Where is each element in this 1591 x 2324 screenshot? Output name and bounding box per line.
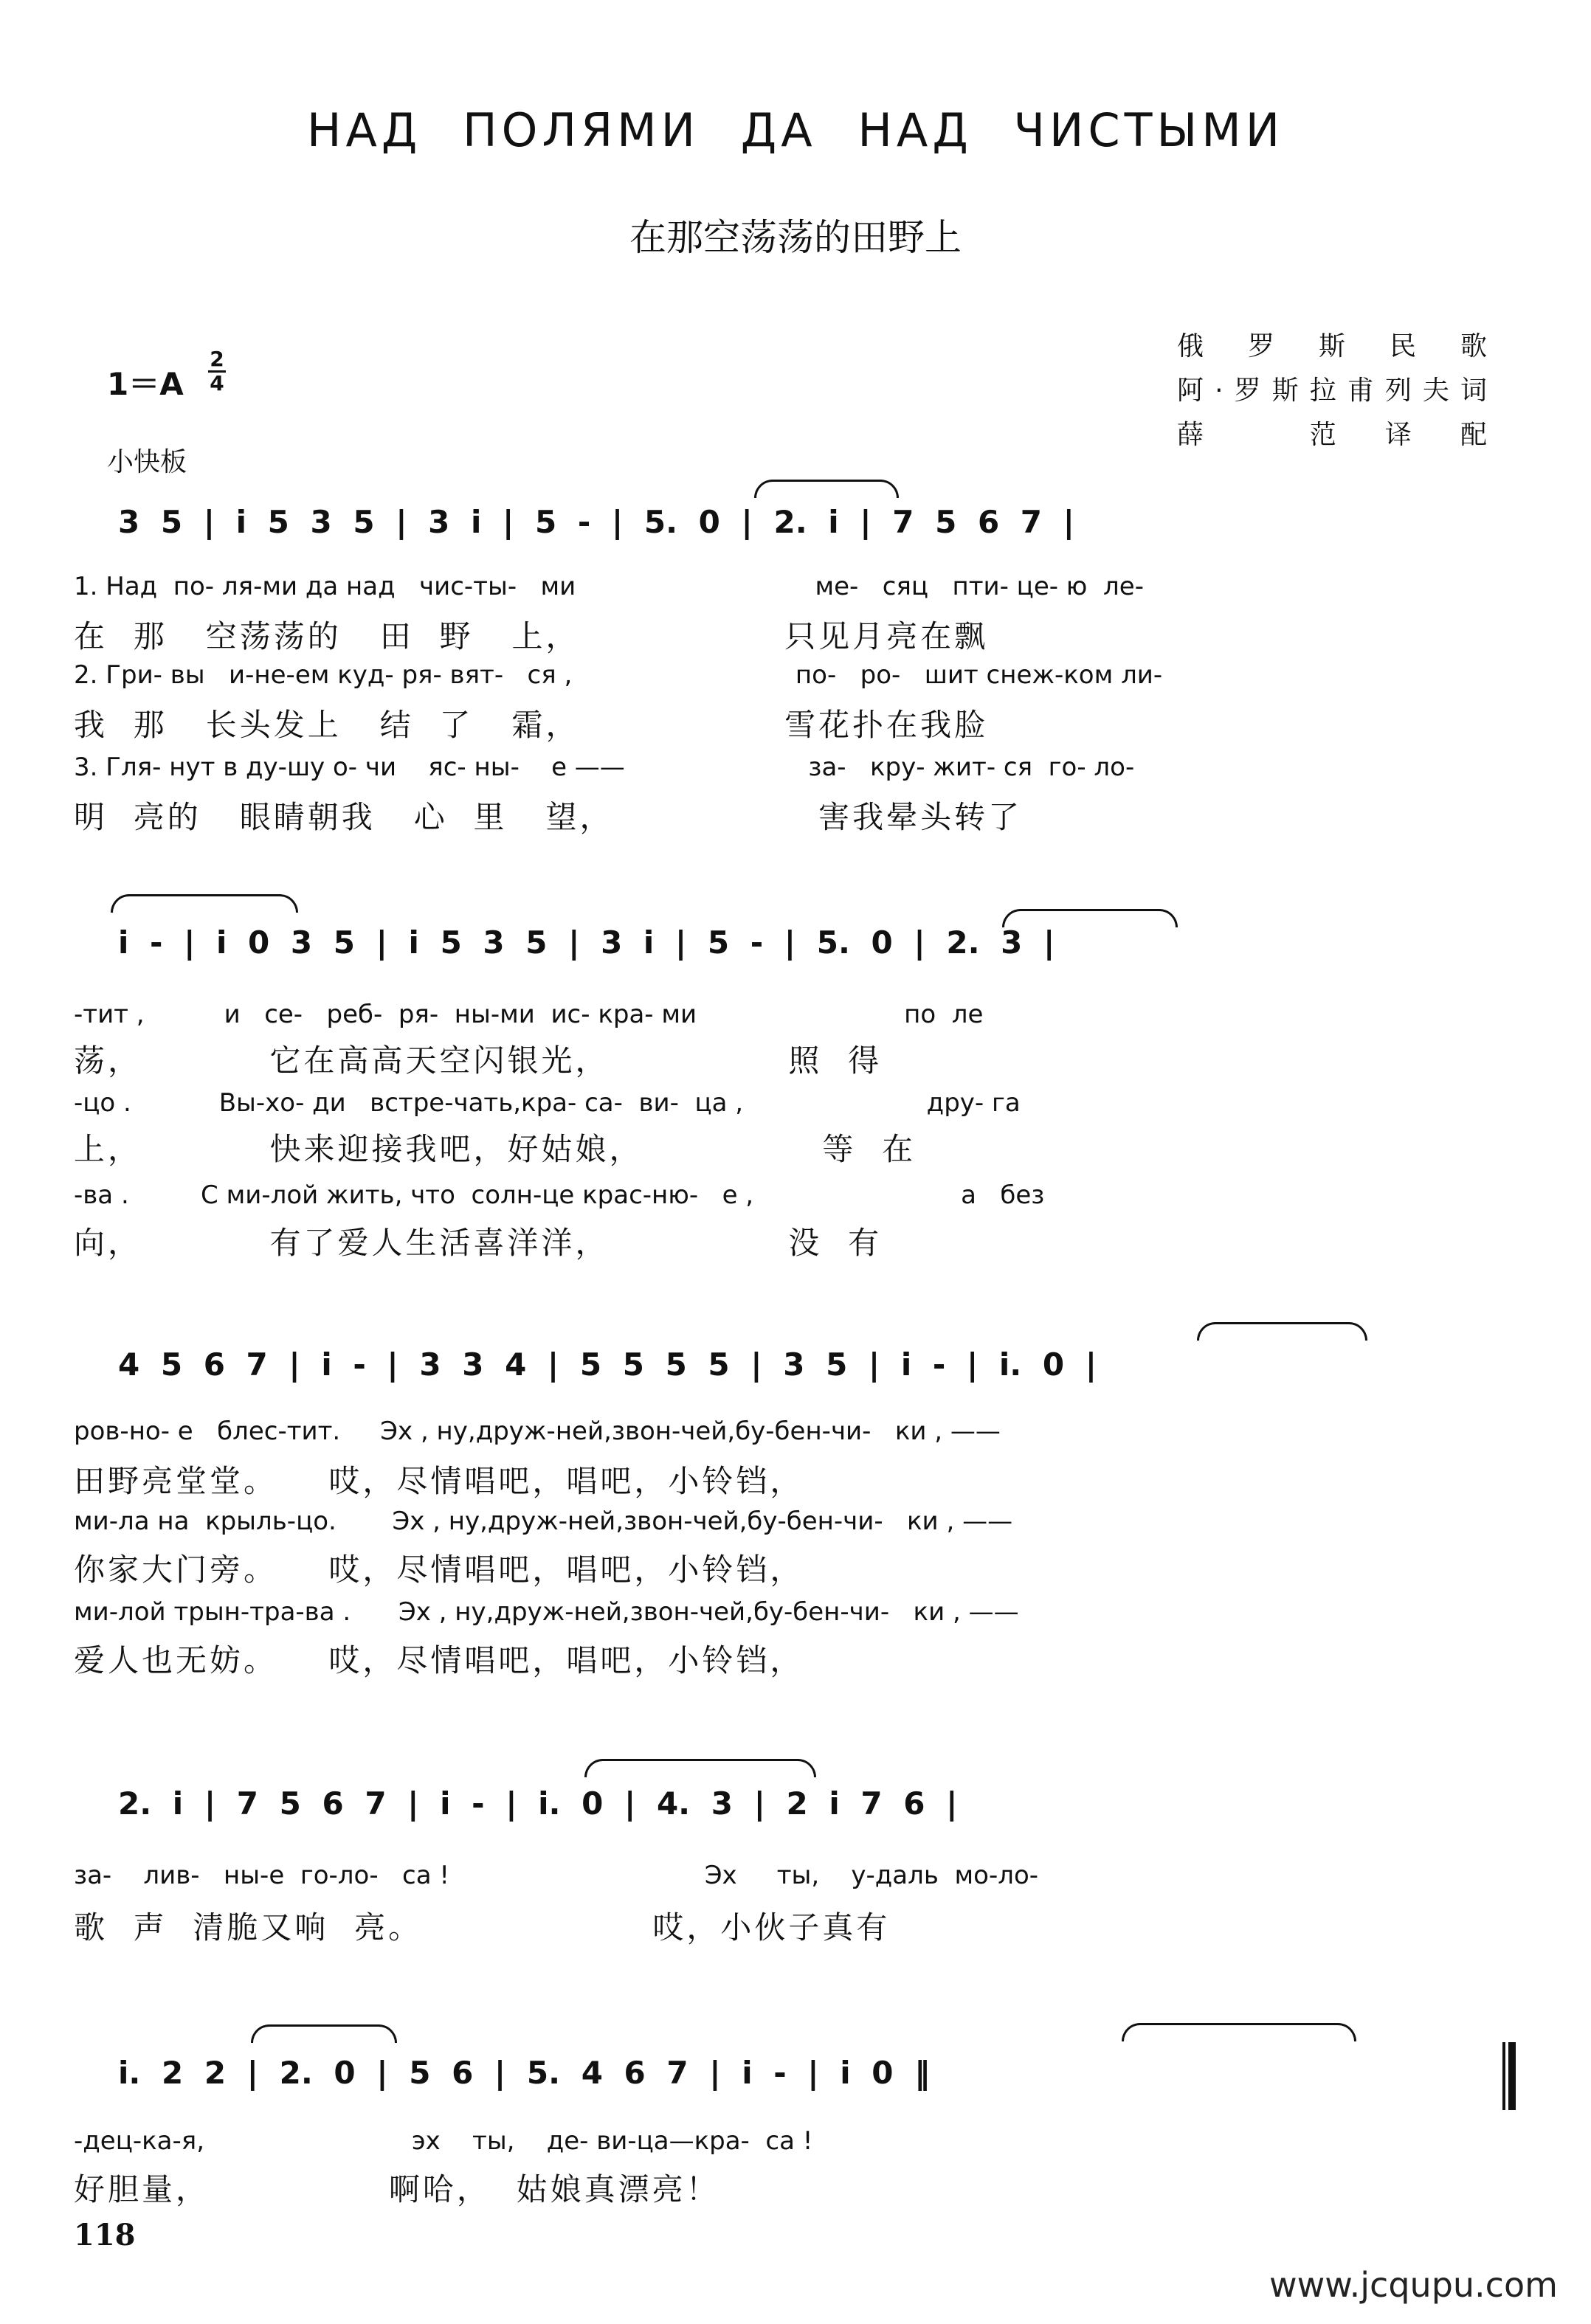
lyric-line-ru: 3. Гля- нут в ду-шу о- чи яс- ны- е —— за- кру- жит- ся го- ло- xyxy=(74,753,1135,782)
credit-origin: 俄 罗 斯 民 歌 xyxy=(1177,331,1487,362)
page-number: 118 xyxy=(74,2218,136,2252)
notation-line: 4 5 6 7 | i - | 3 3 4 | 5 5 5 5 | 3 5 | i - | i. 0 | xyxy=(118,1346,1097,1383)
lyric-line-ru: 2. Гри- вы и-не-ем куд- ря- вят- ся , по- ро- шит снеж-ком ли- xyxy=(74,660,1163,690)
credits xyxy=(1177,325,1487,457)
credit-translator: 薛 范译配 xyxy=(1177,420,1487,450)
key-signature: 1＝A xyxy=(107,366,184,402)
lyric-line-zh: 你家大门旁。 哎，尽情唱吧，唱吧，小铃铛， xyxy=(74,1552,804,1588)
credit-lyricist: 阿·罗斯拉甫列夫词 xyxy=(1177,376,1487,406)
notation-line: 3 5 | i 5 3 5 | 3 i | 5 - | 5. 0 | 2. i | 7 5 6 7 | xyxy=(118,504,1074,540)
lyric-line-zh: 荡， 它在高高天空闪银光， 照 得 xyxy=(74,1042,883,1079)
lyric-line-zh: 上， 快来迎接我吧，好姑娘， 等 在 xyxy=(74,1131,917,1167)
lyric-line-zh: 爱人也无妨。 哎，尽情唱吧，唱吧，小铃铛， xyxy=(74,1642,804,1678)
lyric-line-ru: -цо . Вы-хо- ди встре-чать,кра- са- ви- ца , дру- га xyxy=(74,1088,1021,1118)
lyric-line-zh: 在 那 空荡荡的 田 野 上， 只见月亮在飘 xyxy=(74,618,989,654)
time-signature xyxy=(208,347,226,395)
lyric-line-zh: 好胆量， 啊哈， 姑娘真漂亮！ xyxy=(74,2171,720,2207)
song-subtitle: 在那空荡荡的田野上 xyxy=(629,216,962,259)
lyric-line-zh: 向， 有了爱人生活喜洋洋， 没 有 xyxy=(74,1225,883,1261)
tie-mark xyxy=(251,2024,397,2043)
lyric-line-zh: 田野亮堂堂。 哎，尽情唱吧，唱吧，小铃铛， xyxy=(74,1463,804,1499)
notation-line: i. 2 2 | 2. 0 | 5 6 | 5. 4 6 7 | i - | i 0 ‖ xyxy=(118,2055,931,2091)
time-signature-bottom: 4 xyxy=(210,371,224,395)
lyric-line-ru: 1. Над по- ля-ми да над чис-ты- ми ме- сяц пти- це- ю ле- xyxy=(74,572,1144,601)
lyric-line-zh: 明 亮的 眼睛朝我 心 里 望， 害我晕头转了 xyxy=(74,799,1023,835)
tie-mark xyxy=(111,894,298,913)
final-double-barline xyxy=(1502,2042,1516,2110)
notation-line: i - | i 0 3 5 | i 5 3 5 | 3 i | 5 - | 5. 0 | 2. 3 | xyxy=(118,924,1055,961)
lyric-line-zh: 我 那 长头发上 结 了 霜， 雪花扑在我脸 xyxy=(74,707,989,743)
lyric-line-ru: ми-ла на крыль-цо. Эх , ну,друж-ней,звон-чей,бу-бен-чи- ки , —— xyxy=(74,1507,1013,1536)
lyric-line-ru: -тит , и се- реб- ря- ны-ми ис- кра- ми по ле xyxy=(74,1000,984,1029)
tie-mark xyxy=(1122,2023,1356,2041)
lyric-line-ru: ми-лой трын-тра-ва . Эх , ну,друж-ней,звон-чей,бу-бен-чи- ки , —— xyxy=(74,1597,1019,1627)
lyric-line-zh: 歌 声 清脆又响 亮。 哎，小伙子真有 xyxy=(74,1909,891,1946)
lyric-line-ru: за- лив- ны-е го-ло- са ! Эх ты, у-даль мо-ло- xyxy=(74,1861,1039,1890)
lyric-line-ru: -ва . С ми-лой жить, что солн-це крас-ню- е , а без xyxy=(74,1180,1045,1210)
lyric-line-ru: ров-но- е блес-тит. Эх , ну,друж-ней,звон-чей,бу-бен-чи- ки , —— xyxy=(74,1417,1001,1446)
tempo-marking: 小快板 xyxy=(107,447,187,477)
song-title: НАД ПОЛЯМИ ДА НАД ЧИСТЫМИ xyxy=(306,103,1285,157)
lyric-line-ru: -дец-ка-я, эх ты, де- ви-ца—кра- са ! xyxy=(74,2126,813,2156)
site-watermark: www.jcqupu.com xyxy=(1269,2265,1558,2305)
time-signature-top: 2 xyxy=(210,347,224,371)
notation-line: 2. i | 7 5 6 7 | i - | i. 0 | 4. 3 | 2 i 7 6 | xyxy=(118,1785,958,1822)
